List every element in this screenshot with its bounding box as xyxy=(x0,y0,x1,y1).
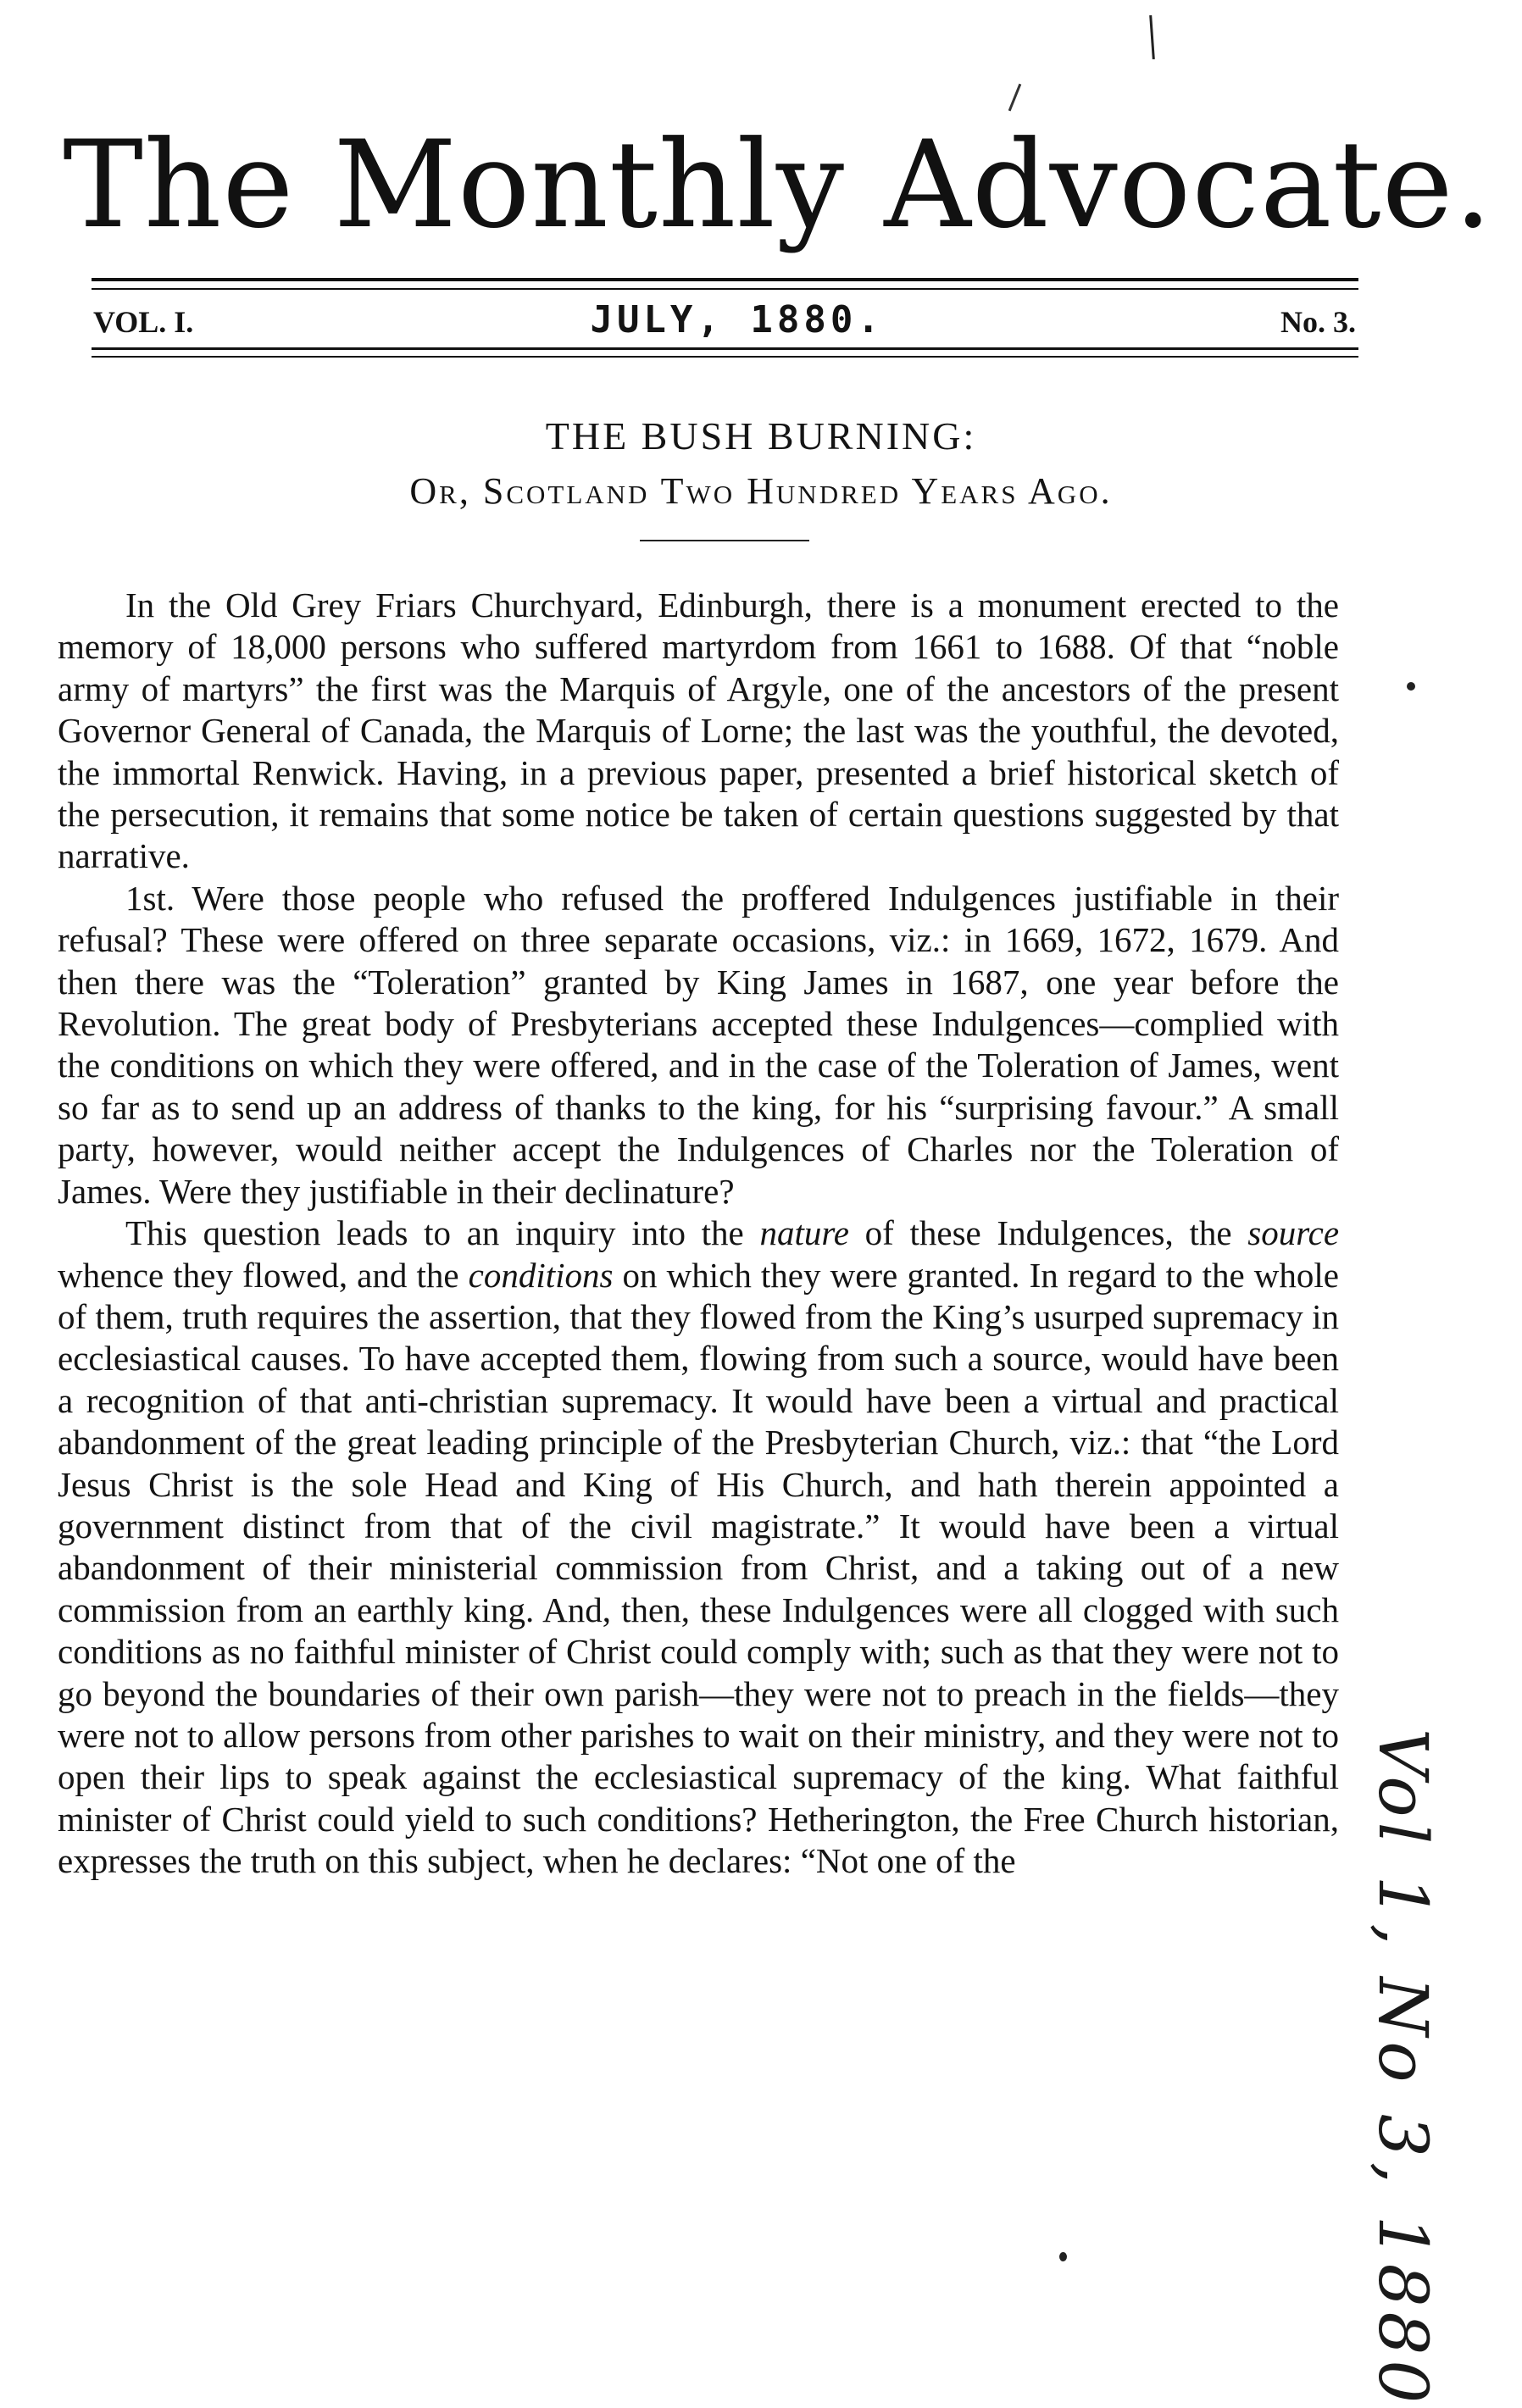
masthead xyxy=(0,115,1522,255)
ink-dot xyxy=(1407,682,1415,691)
p3-emphasis-source: source xyxy=(1247,1213,1340,1253)
page-mark-top xyxy=(1149,15,1155,59)
p3-text: whence they flowed, and the xyxy=(58,1255,459,1295)
article-title: THE BUSH BURNING: xyxy=(545,414,977,458)
p3-text: on which they were granted. In regard to the whole of them, truth requires the assertion, that they flowed from the King’s usurped supremacy in ecclesiastical causes. To have accepted them, flowing from such a source, would have been a recognition of that anti-christian supremacy. It would have been a virtual and practical abandonment of the great leading principle of the Presbyterian Church, viz.: that “the Lord Jesus Christ is the sole Head and King of His Church, and hath therein appointed a government distinct from that of the civil magistrate.” It would have been a virtual abandonment of their ministerial commission from Christ, and a taking out of a new commission from an earthly king. And, then, these Indulgences were all clogged with such conditions as no faithful minister of Christ could comply with; such as that they were not to go beyond the boundaries of their own parish—they were not to preach in the fields—they were not to allow persons from other parishes to wait on their ministry, and they were not to open their lips to speak against the ecclesiastical supremacy of the king. What faithful minister of Christ could yield to such conditions? Hetherington, the Free Church historian, expresses the truth on this subject, when he declares: “Not one of the xyxy=(58,1255,1340,1881)
volume-label: VOL. I. xyxy=(93,305,194,339)
article-subtitle: Or, Scotland Two Hundred Years Ago. xyxy=(409,470,1113,512)
p3-emphasis-conditions: conditions xyxy=(468,1255,614,1295)
ink-dot xyxy=(1059,2252,1067,2261)
handwritten-margin-note: Vol 1, No 3, 1880 xyxy=(1364,1728,1442,2408)
paragraph-1: In the Old Grey Friars Churchyard, Edinburgh, there is a monument erected to the memory of 18,000 persons who suffered martyrdom from 1661 to 1688. Of that “noble army of martyrs” the first was the Marquis of Argyle, one of the ancestors of the present Governor General of Canada, the Marquis of Lorne; the last was the youthful, the devoted, the immortal Renwick. Having, in a previous paper, presented a brief historical sketch of the persecution, it remains that some notice be taken of certain questions suggested by that narrative. xyxy=(58,585,1339,876)
issue-number: No. 3. xyxy=(1280,305,1356,339)
paragraph-2: 1st. Were those people who refused the proffered Indulgences justifiable in their refusal? These were offered on three separate occasions, viz.: in 1669, 1672, 1679. And then there was the “Toleration” granted by King James in 1687, one year before the Revolution. The great body of Presbyterians accepted these Indulgences—complied with the conditions on which they were offered, and in the case of the Toleration of James, went so far as to send up an address of thanks to the king, for his “surprising favour.” A small party, however, would neither accept the Indulgences of Charles nor the Toleration of James. Were they justifiable in their declinature? xyxy=(58,878,1339,1211)
masthead-title: The Monthly Advocate. xyxy=(63,115,1493,255)
p3-text: of these Indulgences, the xyxy=(864,1213,1232,1253)
masthead-rule-bottom-thin xyxy=(92,356,1358,358)
issue-date: JULY, 1880. xyxy=(590,298,884,341)
masthead-rule-top-thin xyxy=(92,288,1358,290)
p3-emphasis-nature: nature xyxy=(759,1213,849,1253)
paragraph-3 xyxy=(58,1212,1339,1883)
page-mark-top-slash xyxy=(1008,84,1022,112)
p3-text: This question leads to an inquiry into the xyxy=(125,1213,744,1253)
article-body xyxy=(58,585,1339,1883)
issue-line xyxy=(93,298,1356,341)
masthead-rule-top xyxy=(92,278,1358,281)
title-divider xyxy=(640,540,809,541)
masthead-rule-bottom xyxy=(92,347,1358,350)
